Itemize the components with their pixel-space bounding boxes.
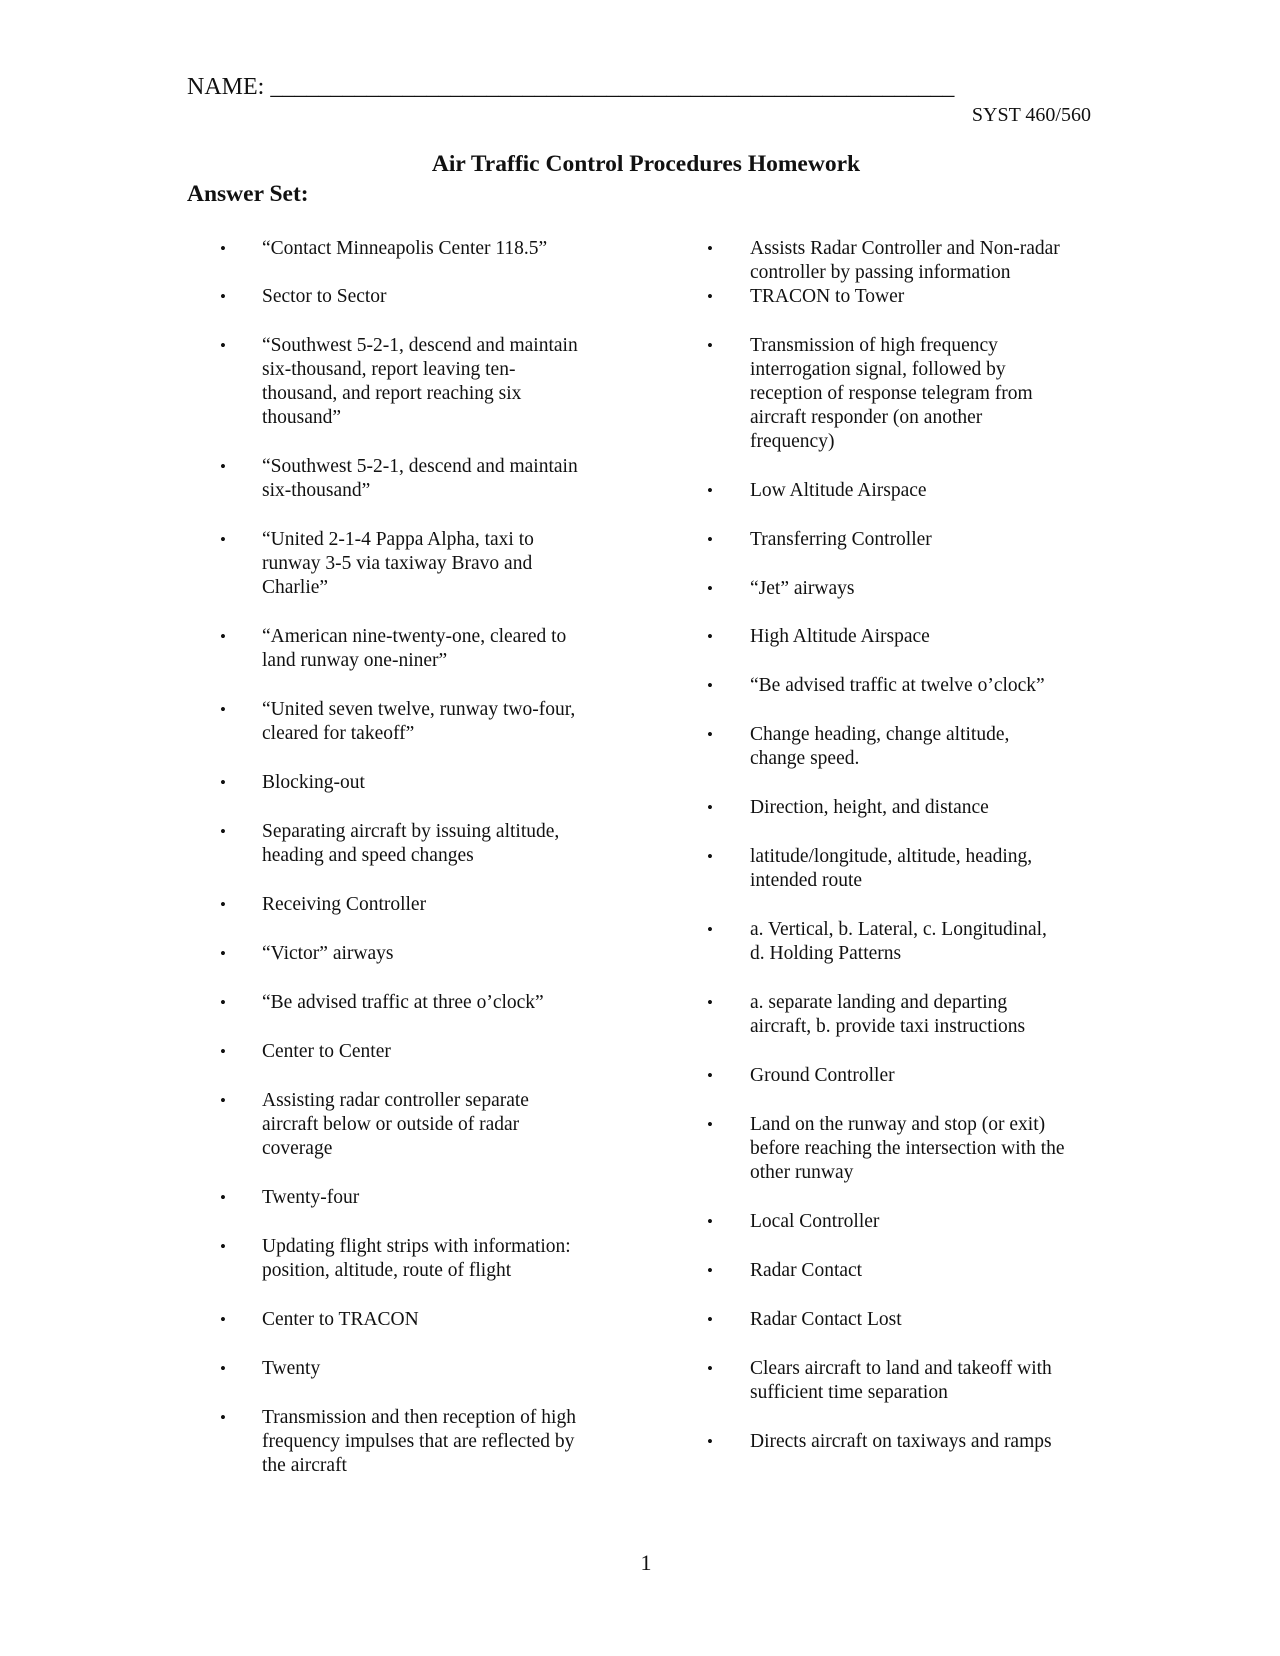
bullet-icon: • — [707, 336, 713, 355]
answer-text: Twenty-four — [262, 1187, 360, 1208]
bullet-icon: • — [220, 1042, 226, 1061]
answer-text: “Be advised traffic at three o’clock” — [262, 992, 544, 1013]
bullet-icon: • — [707, 530, 713, 549]
answer-text: “Jet” airways — [750, 578, 855, 599]
bullet-icon: • — [707, 1115, 713, 1134]
page-number: 1 — [640, 1550, 652, 1575]
bullet-icon: • — [220, 822, 226, 841]
answer-text: a. separate landing and departing aircraft, b. provide taxi instructions — [750, 992, 1026, 1037]
answer-text: Assists Radar Controller and Non-radar controller by passing information — [750, 238, 1060, 283]
bullet-icon: • — [220, 1310, 226, 1329]
bullet-icon: • — [707, 579, 713, 598]
answer-text: Local Controller — [750, 1211, 880, 1232]
answer-text: Directs aircraft on taxiways and ramps — [750, 1431, 1052, 1452]
bullet-icon: • — [220, 1408, 226, 1427]
bullet-icon: • — [220, 457, 226, 476]
answer-text: Updating flight strips with information: position, altitude, route of flight — [262, 1236, 571, 1281]
answer-text: Low Altitude Airspace — [750, 480, 927, 501]
answer-text: Ground Controller — [750, 1065, 895, 1086]
bullet-icon: • — [220, 944, 226, 963]
bullet-icon: • — [220, 336, 226, 355]
answer-text: TRACON to Tower — [750, 286, 905, 307]
answer-text: Receiving Controller — [262, 894, 427, 915]
answer-text: “Southwest 5-2-1, descend and maintain six-thousand” — [262, 456, 578, 501]
answer-text: Land on the runway and stop (or exit) before reaching the intersection with the other runway — [750, 1114, 1065, 1183]
answer-text: “Southwest 5-2-1, descend and maintain six-thousand, report leaving ten- thousand, and report reaching six thousand” — [262, 335, 578, 428]
bullet-icon: • — [220, 1237, 226, 1256]
course-code: SYST 460/560 — [971, 104, 1091, 126]
bullet-icon: • — [707, 287, 713, 306]
bullet-icon: • — [707, 1359, 713, 1378]
answer-text: Assisting radar controller separate aircraft below or outside of radar coverage — [262, 1090, 529, 1159]
bullet-icon: • — [707, 676, 713, 695]
answer-text: Transmission of high frequency interrogation signal, followed by reception of response telegram from aircraft responder (on another frequency) — [750, 335, 1033, 452]
bullet-icon: • — [220, 530, 226, 549]
answer-set-heading: Answer Set: — [187, 181, 309, 207]
bullet-icon: • — [707, 239, 713, 258]
answer-text: Twenty — [262, 1358, 321, 1379]
bullet-icon: • — [707, 481, 713, 500]
name-field-line: NAME: _________________________________________________________ — [187, 74, 955, 100]
bullet-icon: • — [220, 700, 226, 719]
answer-text: latitude/longitude, altitude, heading, intended route — [750, 846, 1033, 891]
answer-text: Blocking-out — [262, 772, 365, 793]
bullet-icon: • — [707, 1432, 713, 1451]
bullet-icon: • — [707, 1212, 713, 1231]
bullet-icon: • — [707, 1066, 713, 1085]
answer-text: Radar Contact — [750, 1260, 863, 1281]
answer-text: “Contact Minneapolis Center 118.5” — [262, 238, 548, 259]
bullet-icon: • — [220, 773, 226, 792]
bullet-icon: • — [707, 1261, 713, 1280]
answer-text: Radar Contact Lost — [750, 1309, 902, 1330]
bullet-icon: • — [707, 847, 713, 866]
answer-text: High Altitude Airspace — [750, 626, 930, 647]
bullet-icon: • — [220, 1359, 226, 1378]
bullet-icon: • — [707, 627, 713, 646]
bullet-icon: • — [220, 993, 226, 1012]
answer-text: “United 2-1-4 Pappa Alpha, taxi to runway 3-5 via taxiway Bravo and Charlie” — [262, 529, 534, 598]
answer-text: Transferring Controller — [750, 529, 932, 550]
answer-text: “United seven twelve, runway two-four, cleared for takeoff” — [262, 699, 576, 744]
answer-text: Center to Center — [262, 1041, 391, 1062]
answer-text: a. Vertical, b. Lateral, c. Longitudinal, d. Holding Patterns — [750, 919, 1047, 964]
answer-text: “Be advised traffic at twelve o’clock” — [750, 675, 1045, 696]
answer-text: Direction, height, and distance — [750, 797, 989, 818]
bullet-icon: • — [220, 1188, 226, 1207]
bullet-icon: • — [220, 287, 226, 306]
bullet-icon: • — [707, 798, 713, 817]
answer-text: Center to TRACON — [262, 1309, 419, 1330]
page-title: Air Traffic Control Procedures Homework — [431, 151, 861, 177]
answer-text: “Victor” airways — [262, 943, 394, 964]
answer-text: Change heading, change altitude, change speed. — [750, 724, 1010, 769]
bullet-icon: • — [220, 1091, 226, 1110]
bullet-icon: • — [707, 993, 713, 1012]
answer-text: “American nine-twenty-one, cleared to land runway one-niner” — [262, 626, 567, 671]
bullet-icon: • — [220, 239, 226, 258]
bullet-icon: • — [220, 627, 226, 646]
answer-text: Separating aircraft by issuing altitude, heading and speed changes — [262, 821, 560, 866]
answer-text: Transmission and then reception of high frequency impulses that are reflected by the aircraft — [262, 1407, 576, 1476]
bullet-icon: • — [707, 920, 713, 939]
bullet-icon: • — [220, 895, 226, 914]
answer-text: Sector to Sector — [262, 286, 387, 307]
answer-text: Clears aircraft to land and takeoff with sufficient time separation — [750, 1358, 1052, 1403]
bullet-icon: • — [707, 725, 713, 744]
bullet-icon: • — [707, 1310, 713, 1329]
